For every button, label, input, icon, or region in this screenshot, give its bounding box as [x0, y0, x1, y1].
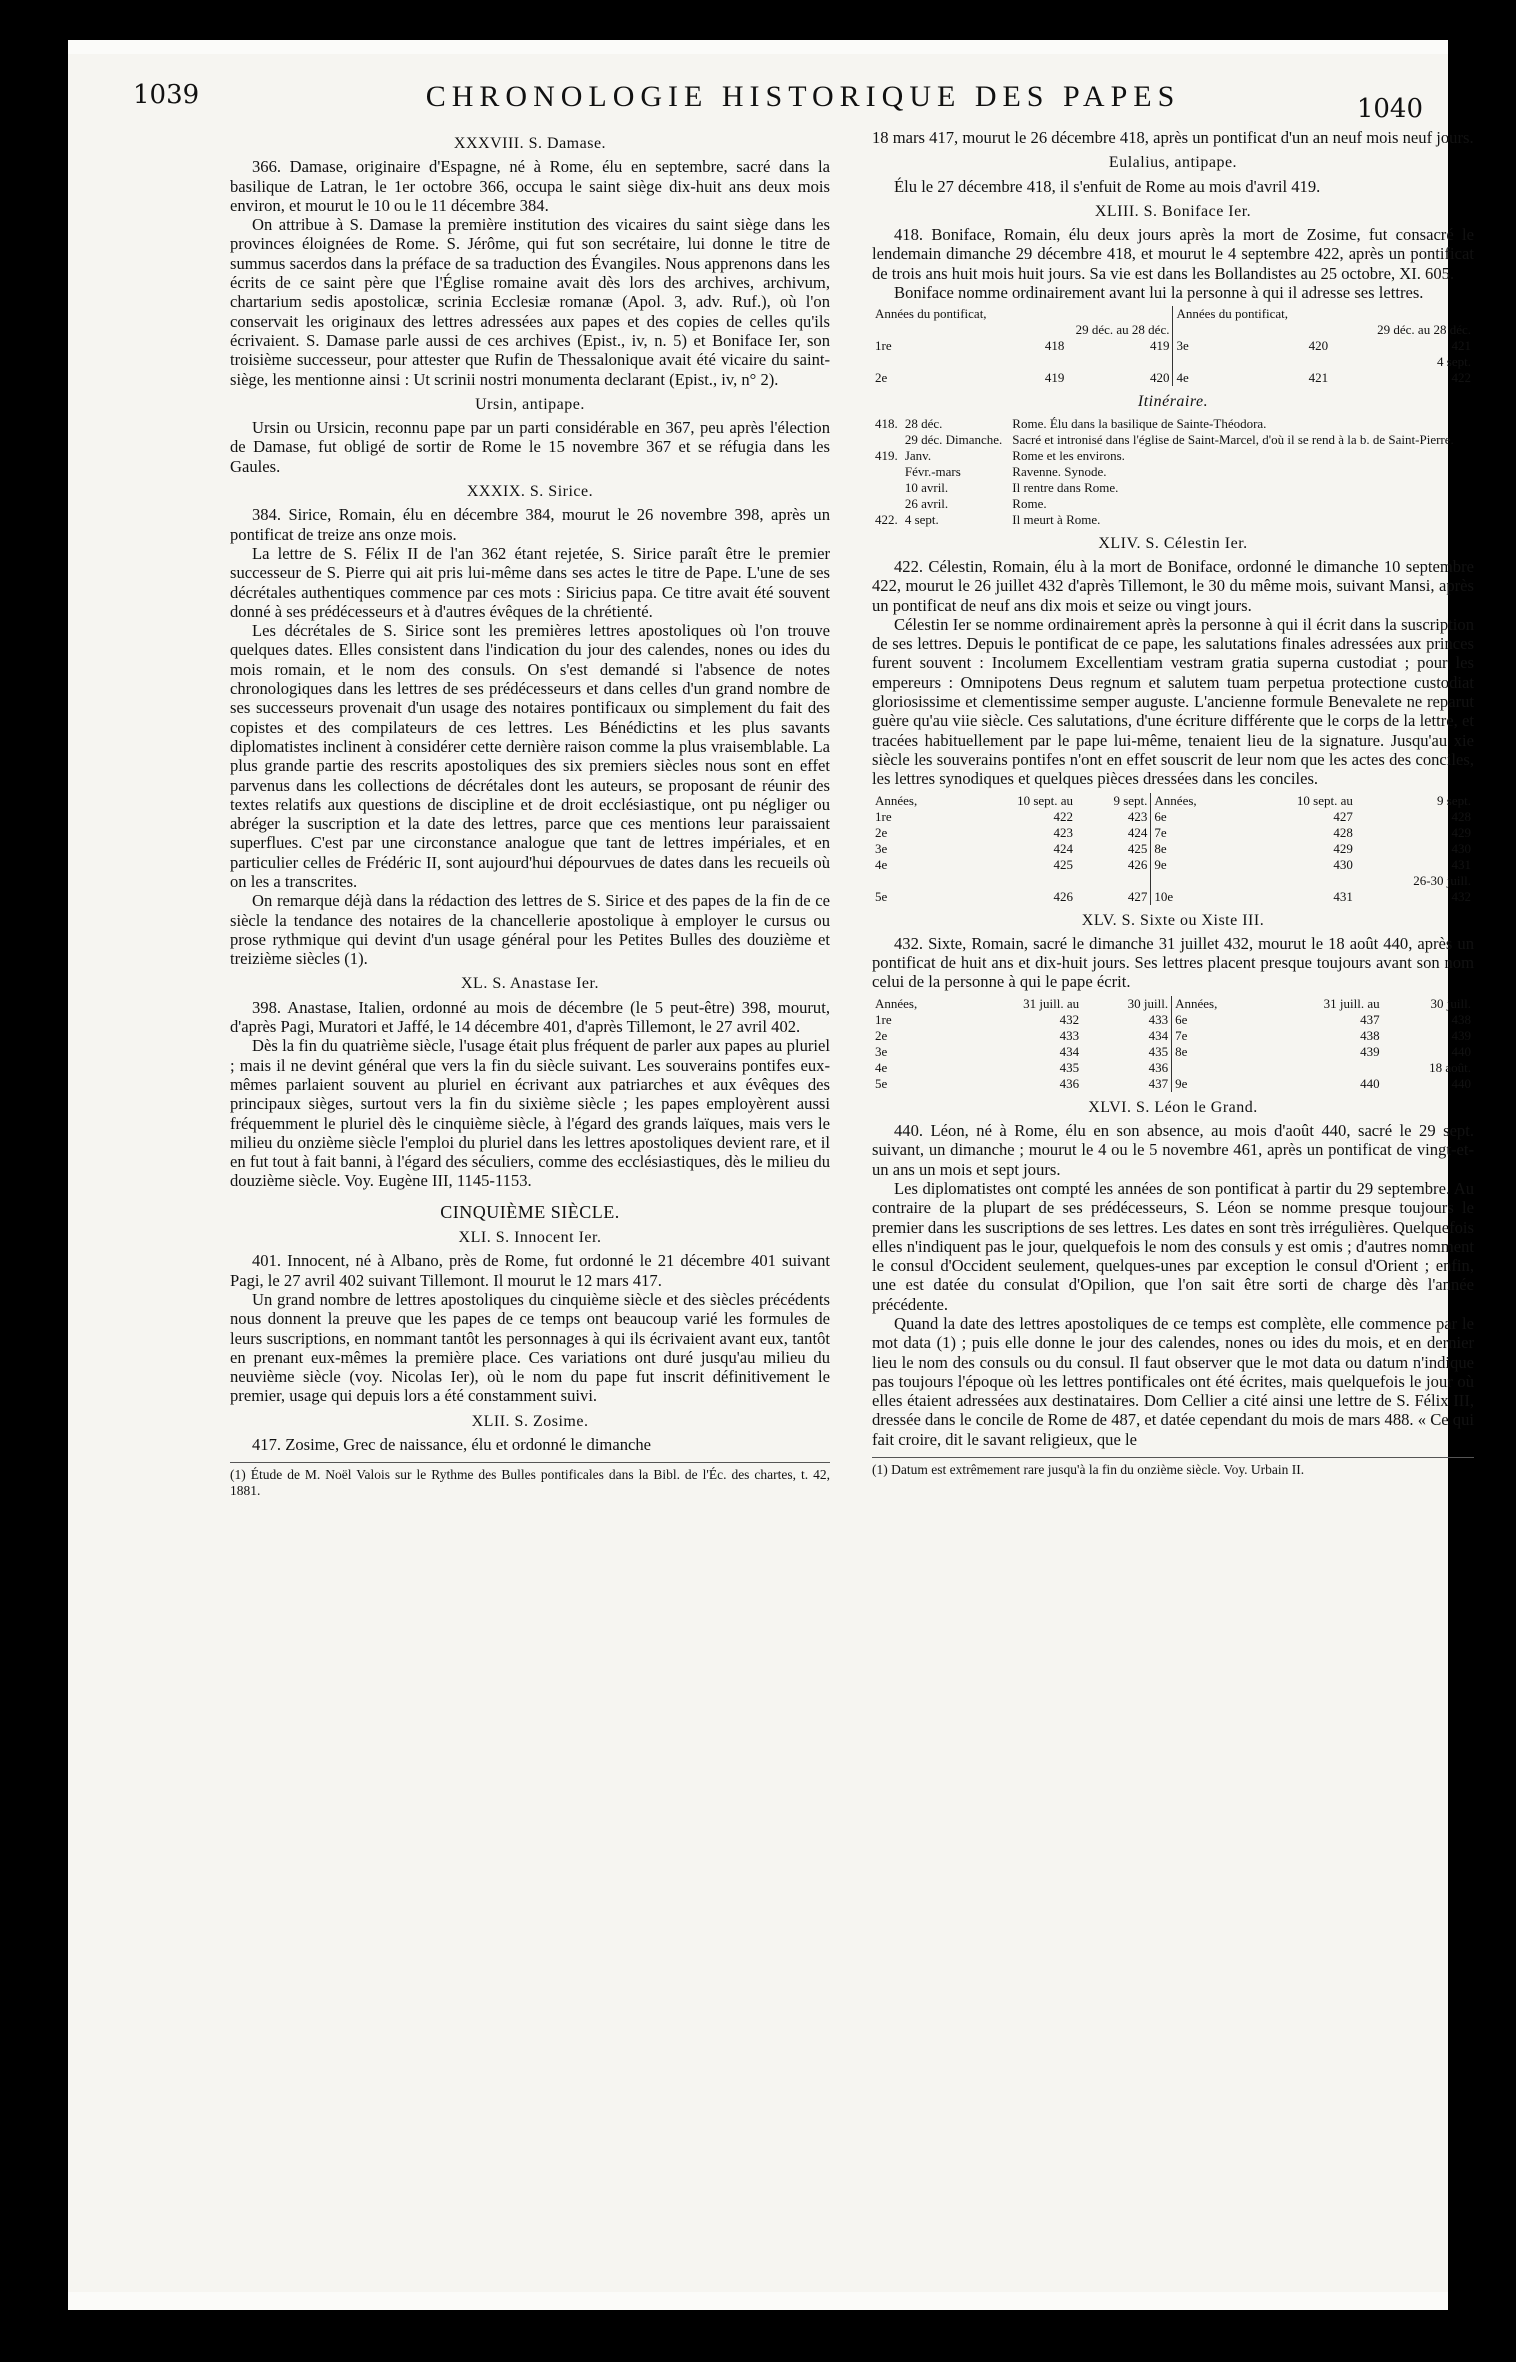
- paragraph: La lettre de S. Félix II de l'an 362 étant rejetée, S. Sirice paraît être le premier successeur de S. Pierre qui ait pris lui-même dans ses actes le titre de Pape. L'une de ses décrétales authentiques commence par ces mots : Siricius papa. Ce titre avait été souvent donné à ses prédécesseurs et à d'autres évêques de la chrétienté.: [230, 543, 830, 621]
- paper-edge: [68, 40, 1448, 54]
- table-subheader: 29 déc. au 28 déc.: [1173, 322, 1474, 338]
- table-body: [872, 996, 1474, 1092]
- table-cell: 420: [1308, 338, 1329, 354]
- paragraph: Les décrétales de S. Sirice sont les premières lettres apostoliques où l'on trouve quelques dates. Elles consistent dans l'indication du jour des calendes, nones ou ides du mois romain, et le nom des consuls. On s'est demandé si l'absence de notes chronologiques dans les lettres de ses prédécesseurs et dans celles d'un grand nombre de ses successeurs provenait d'un usage des notaires pontificaux ou simplement du fait des copistes et des compilateurs de ces lettres. Les Bénédictins et les plus savants diplomatistes inclinent à considérer cette dernière raison comme la plus vraisemblable. La plus grande partie des rescrits apostoliques des six premiers siècles nous sont en effet parvenus dans les collections de décrétales dont les auteurs, se proposant de réunir des textes relatifs aux questions de discipline et de droit ecclésiastique, ont pu négliger ou abréger la suscription et la date des lettres, parce que ces mentions leur paraissaient superflues. C'est par une circonstance analogue que tant de lettres impériales, et en particulier celles de Frédéric II, sont aujourd'hui dépourvues de dates dans les recueils où on les a transcrites.: [230, 621, 830, 891]
- pontificate-years-table: [872, 793, 1474, 905]
- table-cell: 438: [1451, 1011, 1471, 1027]
- table-header: Années,: [1151, 793, 1241, 809]
- table-cell: 426: [1127, 856, 1148, 872]
- paragraph: 422. Célestin, Romain, élu à la mort de Boniface, ordonné le dimanche 10 septembre 422, mourut le 26 juillet 432 d'après Tillemont, le 30 du même mois, suivant Mansi, après un pontificat de neuf ans dix mois et seize ou vingt jours.: [872, 556, 1474, 615]
- table-cell: 431: [1451, 856, 1471, 872]
- table-cell: 424: [1127, 824, 1148, 840]
- table-row: [872, 464, 1474, 480]
- table-cell: 439: [1451, 1027, 1471, 1043]
- table-cell: [1151, 873, 1241, 889]
- table-cell: 3e: [875, 1043, 888, 1059]
- section-heading: XL. S. Anastase Ier.: [461, 975, 599, 993]
- table-cell: 1re: [875, 338, 892, 354]
- table-cell: 427: [1333, 808, 1353, 824]
- paragraph: Un grand nombre de lettres apostoliques du cinquième siècle et des siècles précédents nous donnent la preuve que les papes de ce temps ont beaucoup varié les formules de leurs suscriptions, en nommant tantôt les personnages à qui ils écrivaient avant eux, tantôt en prenant eux-mêmes la première place. Ces variations ont duré jusqu'au milieu du neuvième siècle (voy. Nicolas Ier), où le nom du pape fut inscrit définitivement le premier, usage qui depuis lors a été constamment suivi.: [230, 1289, 830, 1406]
- table-cell: 7e: [1151, 825, 1241, 841]
- table-body: [872, 793, 1474, 905]
- table-header: 30 juill.: [1127, 995, 1169, 1011]
- table-cell: 7e: [1172, 1028, 1265, 1044]
- section-heading: XLII. S. Zosime.: [471, 1412, 589, 1430]
- table-row: [872, 1076, 1474, 1092]
- table-cell: [872, 464, 902, 480]
- table-cell: 431: [1333, 888, 1353, 904]
- table-row: [872, 1060, 1474, 1076]
- table-cell: 418: [1044, 338, 1065, 354]
- paragraph: Ursin ou Ursicin, reconnu pape par un parti considérable en 367, peu après l'élection de Damase, fut obligé de sortir de Rome le 15 novembre 367 et se réfugia dans les Gaules.: [230, 418, 830, 476]
- table-cell: 432: [1059, 1011, 1080, 1027]
- table-cell: 434: [1059, 1043, 1080, 1059]
- table-cell: 440: [1360, 1075, 1380, 1091]
- table-cell: [1265, 1060, 1383, 1076]
- table-cell: 430: [1451, 840, 1471, 856]
- table-cell: [1172, 1060, 1265, 1076]
- table-cell: 440: [1451, 1043, 1471, 1059]
- table-header: 10 sept. au: [1296, 792, 1353, 808]
- page-number-left: 1039: [133, 80, 200, 110]
- table-cell: Il rentre dans Rome.: [1012, 479, 1119, 495]
- footnote: (1) Étude de M. Noël Valois sur le Rythme des Bulles pontificales dans la Bibl. de l'Éc. des chartes, t. 42, 1881.: [230, 1462, 830, 1499]
- table-cell: 419.: [875, 447, 898, 463]
- table-header: 30 juill.: [1430, 995, 1471, 1011]
- table-cell: 429: [1333, 840, 1353, 856]
- table-cell: 420: [1149, 370, 1170, 386]
- table-cell: 423: [1127, 808, 1148, 824]
- pontificate-years-table: [872, 306, 1474, 386]
- table-cell: 1re: [875, 808, 892, 824]
- table-cell: 428: [1333, 824, 1353, 840]
- table-cell: Il meurt à Rome.: [1012, 511, 1101, 527]
- table-header: 10 sept. au: [1017, 792, 1074, 808]
- table-cell: 29 déc. Dimanche.: [904, 431, 1003, 447]
- table-row: [872, 1028, 1474, 1044]
- table-cell: 435: [1059, 1059, 1080, 1075]
- table-row: [872, 825, 1474, 841]
- table-cell: 422: [1053, 808, 1074, 824]
- table-cell: 435: [1148, 1043, 1169, 1059]
- section-heading: XLVI. S. Léon le Grand.: [1088, 1098, 1258, 1116]
- table-cell: 10e: [1151, 889, 1241, 905]
- table-cell: Sacré et intronisé dans l'église de Saint-Marcel, d'où il se rend à la b. de Saint-Pierre.: [1012, 431, 1454, 447]
- section-heading: XLI. S. Innocent Ier.: [458, 1229, 602, 1247]
- table-cell: 3e: [1173, 338, 1240, 354]
- table-cell: 422.: [875, 511, 898, 527]
- paragraph: Quand la date des lettres apostoliques de ce temps est complète, elle commence par le mot data (1) ; puis elle donne le jour des calendes, nones ou ides du mois, et en dernier lieu le nom des consuls ou du consul. Il faut observer que le mot data ou datum n'indique pas toujours l'époque où les lettres pontificales ont été écrites, mais quelquefois le jour où elles étaient adressées aux destinataires. Dom Cellier a cité ainsi une lettre de S. Félix III, dressée dans le concile de Rome de 487, et datée cependant du mois de mars 488. « Ce qui fait croire, dit le savant religieux, que le: [872, 1313, 1474, 1449]
- table-cell: 437: [1360, 1011, 1380, 1027]
- paragraph: 18 mars 417, mourut le 26 décembre 418, après un pontificat d'un an neuf mois neuf jours.: [872, 128, 1474, 147]
- table-cell: 426: [1053, 888, 1074, 904]
- section-heading: Eulalius, antipape.: [1108, 154, 1238, 172]
- table-cell: [872, 873, 961, 889]
- paragraph: Célestin Ier se nomme ordinairement après la personne à qui il écrit dans la suscription de ses lettres. Depuis le pontificat de ce pape, les salutations finales adressées aux princes furent souvent : Incolumem Excellentiam vestram gratia superna custodiat ; pour les empereurs : Omnipotens Deus regnum et salutem tuam perpetua protectione custodiat gloriosissime et clementissime semper auguste. L'ancienne formule Benevalete ne reparut guère qu'au viie siècle. Ces salutations, d'une écriture différente que le corps de la lettre, et tracées habituellement par le pape lui-même, tenaient lieu de la signature. Jusqu'au xie siècle les souverains pontifes n'ont en effet souscrit de leur nom que les actes des conciles, les lettres synodiques et quelques pièces dressées dans les conciles.: [872, 614, 1474, 789]
- table-cell: Rome.: [1012, 495, 1047, 511]
- footnote: (1) Datum est extrêmement rare jusqu'à la fin du onzième siècle. Voy. Urbain II.: [872, 1457, 1474, 1478]
- table-cell: 5e: [875, 1075, 888, 1091]
- paragraph: Boniface nomme ordinairement avant lui la personne à qui il adresse ses lettres.: [894, 283, 1424, 303]
- table-row: [872, 496, 1474, 512]
- table-cell: 419: [1149, 338, 1170, 354]
- table-header: Années du pontificat,: [875, 306, 987, 322]
- table-row: [872, 857, 1474, 873]
- table-cell: [872, 480, 902, 496]
- century-heading: CINQUIÈME SIÈCLE.: [440, 1201, 620, 1222]
- itinerary-table: [872, 416, 1474, 528]
- paragraph: 440. Léon, né à Rome, élu en son absence, au mois d'août 440, sacré le 29 sept. suivant, un dimanche ; mourut le 4 ou le 5 novembre 461, après un pontificat de vingt-et-un ans un mois et sept jours.: [872, 1121, 1474, 1179]
- table-cell: 425: [1053, 856, 1074, 872]
- table-cell: 4 sept.: [904, 511, 939, 527]
- table-row: [872, 809, 1474, 825]
- table-cell: 28 déc.: [904, 415, 943, 431]
- table-cell: 8e: [1151, 841, 1241, 857]
- table-body: [872, 338, 1474, 386]
- table-cell: Rome et les environs.: [1012, 447, 1125, 463]
- table-cell: 436: [1148, 1059, 1169, 1075]
- table-cell: 26-30 juill.: [1413, 872, 1471, 888]
- table-header-row: [872, 996, 1474, 1012]
- table-cell: 8e: [1172, 1044, 1265, 1060]
- table-header-row: [872, 793, 1474, 809]
- table-row: [872, 354, 1474, 370]
- table-cell: 433: [1059, 1027, 1080, 1043]
- table-cell: Rome. Élu dans la basilique de Sainte-Théodora.: [1012, 415, 1267, 431]
- table-cell: 439: [1360, 1043, 1380, 1059]
- table-cell: 419: [1044, 370, 1065, 386]
- right-column: [872, 128, 1474, 1478]
- table-row: [872, 338, 1474, 354]
- table-cell: Févr.-mars: [904, 463, 961, 479]
- section-heading: Ursin, antipape.: [475, 395, 585, 413]
- page-header: [133, 80, 1423, 126]
- table-row: [872, 841, 1474, 857]
- table-cell: 418.: [875, 415, 898, 431]
- itinerary-heading: Itinéraire.: [1137, 393, 1209, 411]
- paragraph: 384. Sirice, Romain, élu en décembre 384, mourut le 26 novembre 398, après un pontificat de treize ans onze mois.: [230, 505, 830, 544]
- table-cell: 440: [1451, 1075, 1471, 1091]
- table-cell: [1240, 354, 1331, 370]
- paragraph: 401. Innocent, né à Albano, près de Rome, fut ordonné le 21 décembre 401 suivant Pagi, le 27 avril 402 suivant Tillemont. Il mourut le 12 mars 417.: [230, 1251, 830, 1290]
- table-cell: [1241, 873, 1356, 889]
- pontificate-years-table: [872, 996, 1474, 1092]
- table-cell: [872, 496, 902, 512]
- table-row: [872, 370, 1474, 386]
- table-cell: 26 avril.: [904, 495, 949, 511]
- table-cell: [1076, 873, 1151, 889]
- table-cell: Janv.: [904, 447, 932, 463]
- left-column: [230, 128, 830, 1499]
- table-cell: 424: [1053, 840, 1074, 856]
- section-heading: XLIV. S. Célestin Ier.: [1098, 534, 1248, 552]
- table-cell: 423: [1053, 824, 1074, 840]
- paragraph: 398. Anastase, Italien, ordonné au mois de décembre (le 5 peut-être) 398, mourut, d'après Pagi, Muratori et Jaffé, le 14 décembre 401, d'après Tillemont, le 27 avril 402.: [230, 997, 830, 1037]
- page-number-right: 1040: [1356, 94, 1423, 124]
- table-subheader: 29 déc. au 28 déc.: [1075, 322, 1170, 338]
- table-cell: 421: [1451, 338, 1471, 354]
- paragraph: 418. Boniface, Romain, élu deux jours après la mort de Zosime, fut consacré le lendemain dimanche 29 décembre 418, et mourut le 4 septembre 422, après un pontificat de trois ans huit mois huit jours. Sa vie est dans les Bollandistes au 25 octobre, XI. 605.: [872, 225, 1474, 283]
- paragraph: Les diplomatistes ont compté les années de son pontificat à partir du 29 septembre. Au contraire de la plupart de ses prédécesseurs, S. Léon se nomme presque toujours le premier dans les suscriptions de ses lettres. Les dates en sont très irrégulières. Quelquefois elles n'indiquent pas le jour, quelquefois le nom des consuls y est omis ; d'autres nomment le consul d'Occident seulement, quelques-unes par exception le consul d'Orient ; enfin, une est datée du consulat d'Opilion, que l'on sait être sorti de charge dès l'année précédente.: [872, 1178, 1474, 1314]
- table-cell: 436: [1059, 1075, 1080, 1091]
- table-cell: 434: [1148, 1027, 1169, 1043]
- table-cell: 6e: [1151, 809, 1241, 825]
- table-cell: 6e: [1172, 1012, 1265, 1028]
- table-header: Années,: [1172, 996, 1265, 1012]
- table-body: [872, 416, 1474, 528]
- table-row: [872, 873, 1474, 889]
- table-cell: [872, 354, 964, 370]
- table-cell: 2e: [875, 1027, 888, 1043]
- paragraph: 417. Zosime, Grec de naissance, élu et ordonné le dimanche: [252, 1435, 652, 1454]
- table-cell: 10 avril.: [904, 479, 949, 495]
- paragraph: 366. Damase, originaire d'Espagne, né à Rome, élu en septembre, sacré dans la basilique de Latran, le 1er octobre 366, occupa le saint siège dix-huit ans deux mois environ, et mourut le 10 ou le 11 décembre 384.: [230, 157, 830, 215]
- table-cell: 427: [1127, 888, 1148, 904]
- table-cell: 4e: [875, 1059, 888, 1075]
- table-cell: 421: [1308, 370, 1329, 386]
- paper-edge: [68, 2292, 1448, 2310]
- table-header: 9 sept.: [1437, 792, 1471, 808]
- running-title: CHRONOLOGIE HISTORIQUE DES PAPES: [425, 80, 1181, 113]
- table-cell: 1re: [875, 1011, 892, 1027]
- table-cell: Ravenne. Synode.: [1012, 463, 1107, 479]
- section-heading: XLV. S. Sixte ou Xiste III.: [1081, 911, 1265, 929]
- table-row: [872, 416, 1474, 432]
- paragraph: 432. Sixte, Romain, sacré le dimanche 31 juillet 432, mourut le 18 août 440, après un pontificat de huit ans et dix-huit jours. Ses lettres placent presque toujours avant son nom celui de la personne à qui le pape écrit.: [872, 933, 1474, 992]
- table-header: 9 sept.: [1113, 792, 1148, 808]
- table-cell: [1067, 354, 1173, 370]
- table-cell: 9e: [1172, 1076, 1265, 1092]
- section-heading: XXXIX. S. Sirice.: [466, 483, 594, 501]
- table-header: Années,: [875, 995, 918, 1011]
- table-row: [872, 512, 1474, 528]
- table-header: Années du pontificat,: [1173, 306, 1474, 322]
- paragraph: On attribue à S. Damase la première institution des vicaires du saint siège dans les provinces éloignées de Rome. S. Jérôme, qui fut son secrétaire, lui donne le titre de summus sacerdos dans la préface de sa traduction des Évangiles. Nous apprenons dans les écrits de ce saint père que l'Église romaine avait dès lors des archives, archivum, chartarium sedis apostolicæ, scrinia Ecclesiæ romanæ (Apol. 3, adv. Ruf.), où l'on conservait les originaux des lettres adressées aux papes et des copies de celles qu'ils écrivaient. S. Damase parle aussi de ces archives (Epist., iv, n. 5) et Boniface Ier, son troisième successeur, pour attester que Rufin de Thessalonique avait été vicaire du saint-siège, les mentionne ainsi : Ut scrinii nostri monumenta declarant (Epist., iv, n° 2).: [230, 215, 830, 389]
- table-row: [872, 480, 1474, 496]
- table-header: 31 juill. au: [1323, 995, 1380, 1011]
- table-cell: 432: [1451, 888, 1471, 904]
- table-cell: 428: [1451, 808, 1471, 824]
- table-cell: 9e: [1151, 857, 1241, 873]
- paragraph: On remarque déjà dans la rédaction des lettres de S. Sirice et des papes de la fin de ce siècle la tendance des notaires de la chancellerie apostolique à employer le cursus ou prose rythmique qui devint d'un usage général pour les Petites Bulles des douzième et treizième siècles (1).: [230, 891, 830, 969]
- table-row: [872, 1012, 1474, 1028]
- table-cell: 2e: [875, 370, 888, 386]
- table-cell: 5e: [875, 888, 888, 904]
- table-cell: [964, 354, 1068, 370]
- table-cell: [961, 873, 1076, 889]
- table-row: [872, 889, 1474, 905]
- table-row: [872, 432, 1474, 448]
- table-cell: 433: [1148, 1011, 1169, 1027]
- table-cell: 4e: [875, 856, 888, 872]
- table-cell: 422: [1451, 370, 1471, 386]
- paragraph: Dès la fin du quatrième siècle, l'usage était plus fréquent de parler aux papes au pluriel ; mais il ne devint général que vers la fin du siècle suivant. Les souverains pontifes eux-mêmes parlaient souvent au pluriel en écrivant aux patriarches et aux évêques des principaux sièges, surtout vers la fin du sixième siècle ; les papes employèrent aussi fréquemment le pluriel dès le cinquième siècle, à l'égard des grands laïques, mais vers le milieu du onzième siècle l'emploi du pluriel dans les lettres apostoliques devient rare, et il en fut tout à fait banni, à l'égard des séculiers, comme des ecclésiastiques, dès le milieu du douzième siècle. Voy. Eugène III, 1145-1153.: [230, 1036, 830, 1191]
- table-cell: 430: [1333, 856, 1353, 872]
- table-header: Années,: [875, 792, 918, 808]
- table-cell: 2e: [875, 824, 888, 840]
- paragraph: Élu le 27 décembre 418, il s'enfuit de Rome au mois d'avril 419.: [894, 176, 1321, 196]
- table-cell: 425: [1127, 840, 1148, 856]
- table-cell: 437: [1148, 1075, 1169, 1091]
- table-row: [872, 1044, 1474, 1060]
- table-row: [872, 448, 1474, 464]
- table-header: 31 juill. au: [1023, 995, 1080, 1011]
- table-cell: 3e: [875, 840, 888, 856]
- section-heading: XLIII. S. Boniface Ier.: [1094, 202, 1252, 220]
- table-cell: 4e: [1173, 370, 1240, 386]
- table-cell: 429: [1451, 824, 1471, 840]
- table-cell: 18 août.: [1429, 1059, 1471, 1075]
- table-cell: [1173, 354, 1240, 370]
- section-heading: XXXVIII. S. Damase.: [453, 135, 607, 152]
- table-cell: [872, 432, 902, 448]
- table-cell: 4 sept.: [1437, 354, 1471, 370]
- table-cell: 438: [1360, 1027, 1380, 1043]
